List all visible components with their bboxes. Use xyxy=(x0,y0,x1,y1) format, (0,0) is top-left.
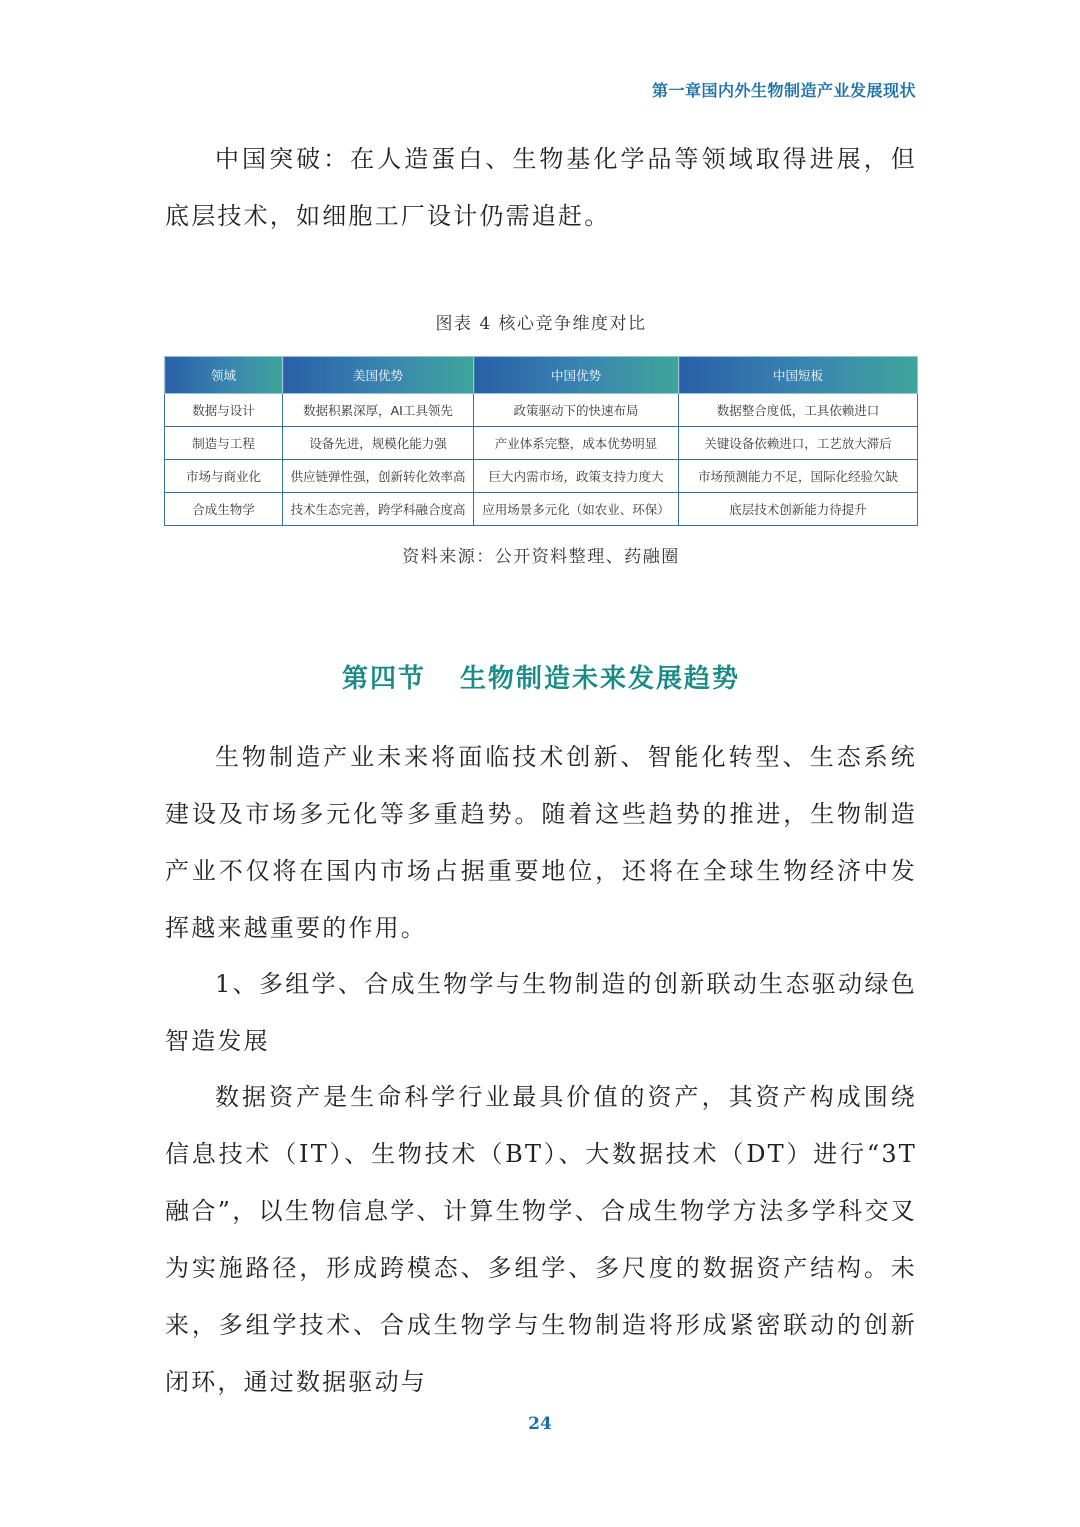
table-cell: 巨大内需市场，政策支持力度大 xyxy=(474,460,679,493)
table-row xyxy=(165,394,918,427)
body-paragraph: 数据资产是生命科学行业最具价值的资产，其资产构成围绕信息技术（IT）、生物技术（BT）、大数据技术（DT）进行“3T 融合”，以生物信息学、计算生物学、合成生物学方法多学科交叉为实施路径，形成跨模态、多组学、多尺度的数据资产结构。未来，多组学技术、合成生物学与生物制造将形成紧密联动的创新闭环，通过数据驱动与 xyxy=(165,1083,917,1396)
table-cell: 合成生物学 xyxy=(165,493,283,526)
table-cell: 设备先进，规模化能力强 xyxy=(283,427,474,460)
table-row xyxy=(165,427,918,460)
subsection-heading: 1、多组学、合成生物学与生物制造的创新联动生态驱动绿色智造发展 xyxy=(165,970,917,1055)
table-cell: 数据积累深厚，AI工具领先 xyxy=(283,394,474,427)
table-cell: 数据整合度低，工具依赖进口 xyxy=(679,394,918,427)
table-cell: 数据与设计 xyxy=(165,394,283,427)
table-cell: 市场与商业化 xyxy=(165,460,283,493)
column-header: 中国优势 xyxy=(474,357,679,394)
table-source-note: 资料来源：公开资料整理、药融圈 xyxy=(402,547,680,567)
page-number: 24 xyxy=(528,1414,552,1434)
figure-caption: 图表 4 核心竞争维度对比 xyxy=(435,314,647,334)
section-title: 生物制造未来发展趋势 xyxy=(460,664,741,694)
table-row xyxy=(165,493,918,526)
section-number: 第四节 xyxy=(341,664,426,694)
table-cell: 产业体系完整，成本优势明显 xyxy=(474,427,679,460)
table-row xyxy=(165,460,918,493)
table-cell: 制造与工程 xyxy=(165,427,283,460)
table-cell: 政策驱动下的快速布局 xyxy=(474,394,679,427)
comparison-table xyxy=(164,356,918,526)
table-cell: 供应链弹性强，创新转化效率高 xyxy=(283,460,474,493)
table-cell: 市场预测能力不足，国际化经验欠缺 xyxy=(679,460,918,493)
table-cell: 技术生态完善，跨学科融合度高 xyxy=(283,493,474,526)
table-cell: 应用场景多元化（如农业、环保） xyxy=(474,493,679,526)
section-heading xyxy=(165,658,917,695)
column-header: 美国优势 xyxy=(283,357,474,394)
running-header: 第一章国内外生物制造产业发展现状 xyxy=(651,81,916,100)
column-header: 领域 xyxy=(165,357,283,394)
body-paragraph: 生物制造产业未来将面临技术创新、智能化转型、生态系统建设及市场多元化等多重趋势。随着这些趋势的推进，生物制造产业不仅将在国内市场占据重要地位，还将在全球生物经济中发挥越来越重要的作用。 xyxy=(165,743,917,942)
table-cell: 底层技术创新能力待提升 xyxy=(679,493,918,526)
table-cell: 关键设备依赖进口，工艺放大滞后 xyxy=(679,427,918,460)
column-header: 中国短板 xyxy=(679,357,918,394)
table-header-row xyxy=(165,357,918,394)
intro-paragraph: 中国突破：在人造蛋白、生物基化学品等领域取得进展，但底层技术，如细胞工厂设计仍需追赶。 xyxy=(165,145,917,230)
